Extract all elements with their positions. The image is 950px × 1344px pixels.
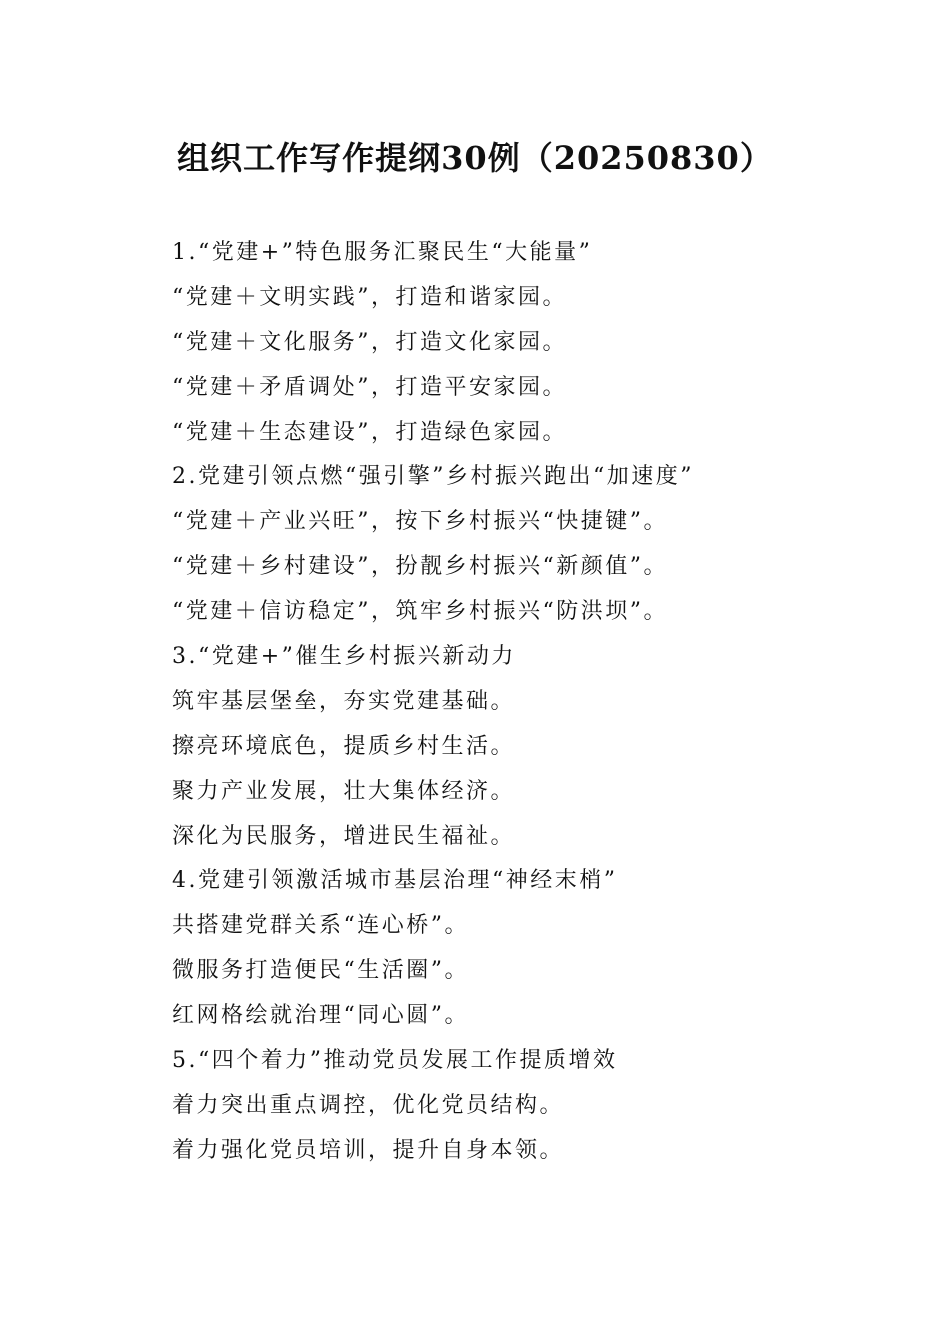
outline-item: “党建＋生态建设”，打造绿色家园。 xyxy=(172,419,567,445)
outline-item: 深化为民服务，增进民生福祉。 xyxy=(172,823,516,849)
outline-item: 微服务打造便民“生活圈”。 xyxy=(172,958,469,984)
outline-item: “党建＋乡村建设”，扮靓乡村振兴“新颜值”。 xyxy=(172,554,668,580)
outline-heading-1: 1.“党建+”特色服务汇聚民生“大能量” xyxy=(172,240,593,265)
outline-item: 着力强化党员培训，提升自身本领。 xyxy=(172,1137,565,1163)
outline-item: “党建＋产业兴旺”，按下乡村振兴“快捷键”。 xyxy=(172,509,668,535)
outline-item: “党建＋文明实践”，打造和谐家园。 xyxy=(172,284,567,310)
outline-heading-5: 5.“四个着力”推动党员发展工作提质增效 xyxy=(172,1048,618,1074)
outline-heading-3: 3.“党建+”催生乡村振兴新动力 xyxy=(172,644,516,670)
outline-heading-4: 4.党建引领激活城市基层治理“神经末梢” xyxy=(172,868,618,894)
outline-list xyxy=(172,231,872,1174)
document-title: 组织工作写作提纲30例（20250830） xyxy=(177,139,773,177)
outline-item: 擦亮环境底色，提质乡村生活。 xyxy=(172,733,516,759)
outline-heading-2: 2.党建引领点燃“强引擎”乡村振兴跑出“加速度” xyxy=(172,464,694,490)
outline-item: 共搭建党群关系“连心桥”。 xyxy=(172,913,469,939)
outline-item: “党建＋矛盾调处”，打造平安家园。 xyxy=(172,374,567,400)
outline-item: 红网格绘就治理“同心圆”。 xyxy=(172,1003,469,1029)
outline-item: “党建＋信访稳定”，筑牢乡村振兴“防洪坝”。 xyxy=(172,599,668,625)
outline-item: 聚力产业发展，壮大集体经济。 xyxy=(172,778,516,804)
outline-item: “党建＋文化服务”，打造文化家园。 xyxy=(172,329,567,355)
outline-item: 筑牢基层堡垒，夯实党建基础。 xyxy=(172,688,516,714)
outline-item: 着力突出重点调控，优化党员结构。 xyxy=(172,1092,565,1118)
